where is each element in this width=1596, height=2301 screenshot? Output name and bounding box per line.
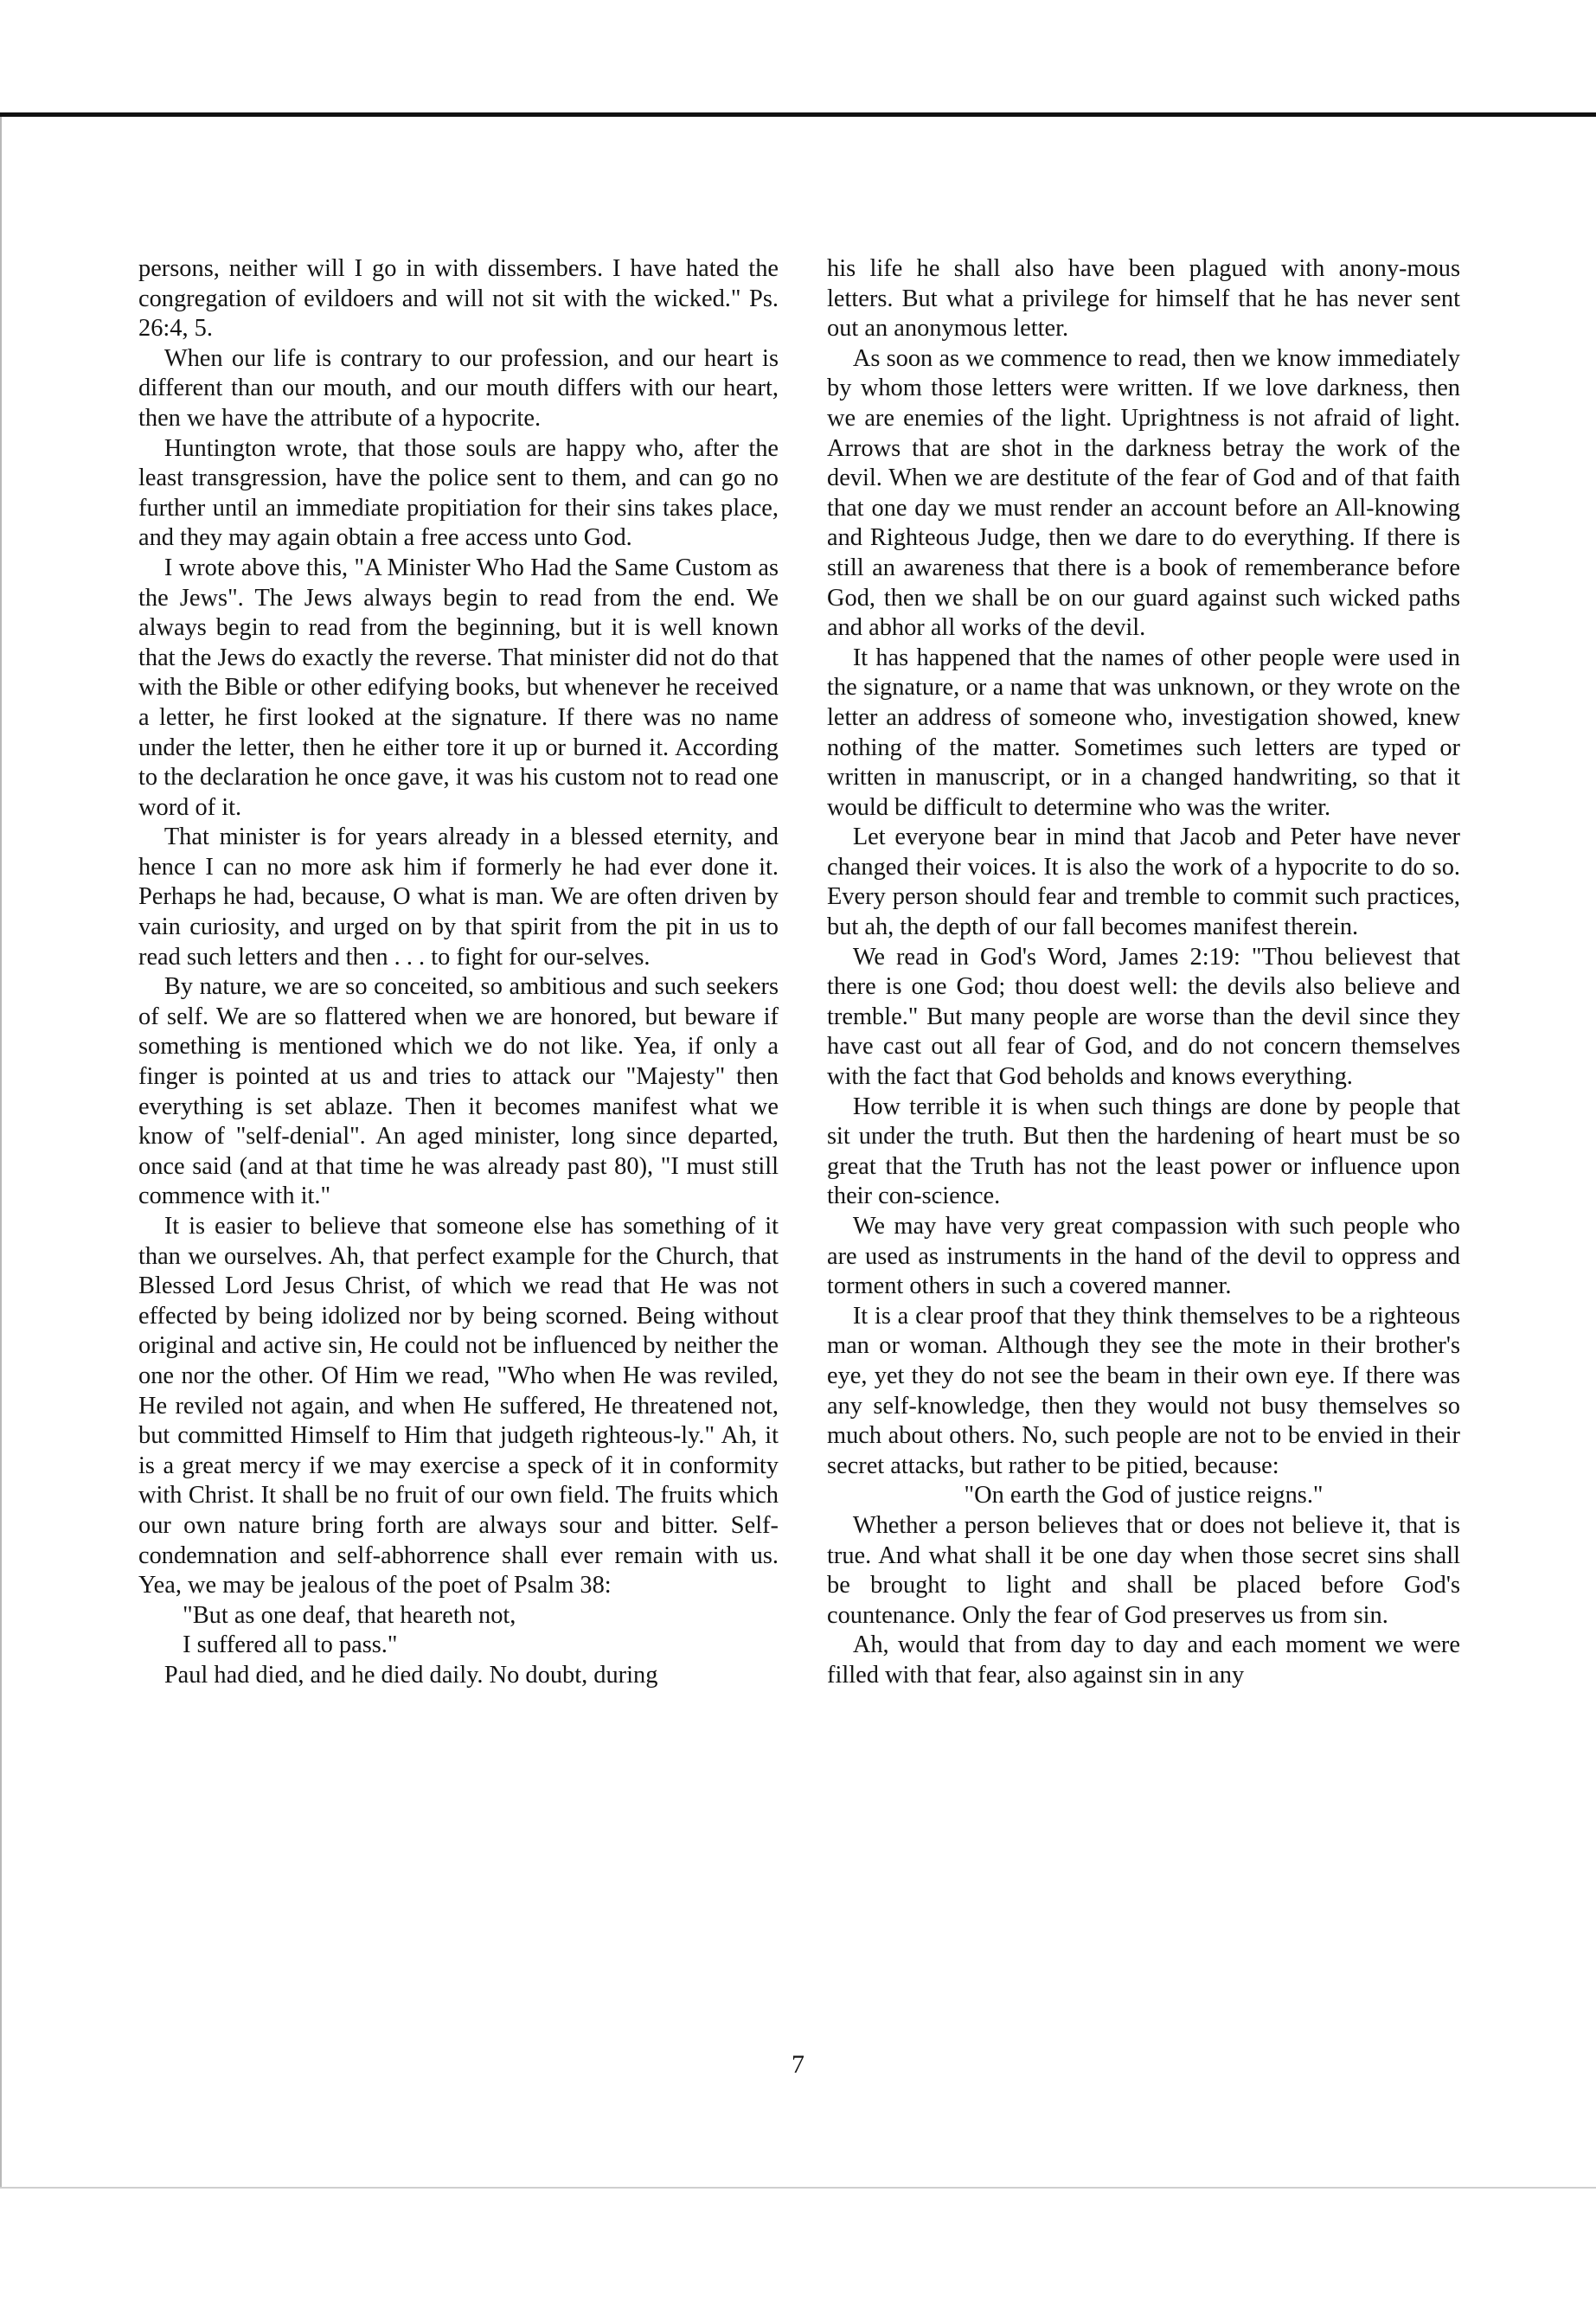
verse-line: "On earth the God of justice reigns." xyxy=(964,1482,1324,1509)
paragraph: When our life is contrary to our profession, and our heart is different than our mouth, and our mouth differs with our heart, then we have the attribute of a hypocrite. xyxy=(138,344,779,432)
top-border-rule xyxy=(0,112,1596,117)
left-text-column xyxy=(138,254,779,1691)
paragraph: Let everyone bear in mind that Jacob and Peter have never changed their voices. It is also the work of a hypocrite to do so. Every person should fear and tremble to commit such practices, but ah, the depth of our fall becomes manifest therein. xyxy=(827,824,1460,941)
paragraph: It is a clear proof that they think themselves to be a righteous man or woman. Although they see the mote in their brother's eye, yet they do not see the beam in their own eye. If there was any self-knowledge, then they would not busy themselves so much about others. No, such people are not to be envied in their secret attacks, but rather to be pitied, because: xyxy=(827,1302,1460,1479)
paragraph: Huntington wrote, that those souls are happy who, after the least transgression, have the police sent to them, and can go no further until an immediate propitiation for their sins takes place, and they may again obtain a free access unto God. xyxy=(138,434,779,552)
paragraph: Whether a person believes that or does not believe it, that is true. And what shall it be one day when those secret sins shall be brought to light and shall be placed before God's countenance. Only the fear of God preserves us from sin. xyxy=(827,1511,1460,1629)
verse-line: I suffered all to pass." xyxy=(183,1631,398,1659)
paragraph: As soon as we commence to read, then we know immediately by whom those letters were written. If we love darkness, then we are enemies of the light. Uprightness is not afraid of light. Arrows that are shot in the darkness betray the work of the devil. When we are destitute of the fear of God and of that faith that one day we must render an account before an All-knowing and Righteous Judge, then we dare to do everything. If there is still an awareness that there is a book of rememberance before God, then we shall be on our guard against such wicked paths and abhor all works of the devil. xyxy=(827,344,1460,642)
page-number: 7 xyxy=(792,2050,804,2079)
paragraph: It is easier to believe that someone else has something of it than we ourselves. Ah, that perfect example for the Church, that Blessed Lord Jesus Christ, of which we read that He was not effected by being idolized nor by being scorned. Being without original and active sin, He could not be influenced by neither the one nor the other. Of Him we read, "Who when He was reviled, He reviled not again, and when He suffered, He threatened not, but committed Himself to Him that judgeth righteous-ly." Ah, it is a great mercy if we may exercise a speck of it in conformity with Christ. It shall be no fruit of our own field. The fruits which our own nature bring forth are always sour and bitter. Self-condemnation and self-abhorrence shall ever remain with us. Yea, we may be jealous of the poet of Psalm 38: xyxy=(138,1213,779,1599)
paragraph: We may have very great compassion with such people who are used as instruments in the hand of the devil to oppress and torment others in such a covered manner. xyxy=(827,1213,1460,1300)
paragraph: his life he shall also have been plagued with anony-mous letters. But what a privilege for himself that he has never sent out an anonymous letter. xyxy=(827,255,1460,343)
paragraph: By nature, we are so conceited, so ambitious and such seekers of self. We are so flattered when we are honored, but beware if something is mentioned which we do not like. Yea, if only a finger is pointed at us and tries to attack our "Majesty" then everything is set ablaze. Then it becomes manifest what we know of "self-denial". An aged minister, long since departed, once said (and at that time he was already past 80), "I must still commence with it." xyxy=(138,973,779,1210)
verse-line: "But as one deaf, that heareth not, xyxy=(183,1601,516,1629)
paragraph: It has happened that the names of other people were used in the signature, or a name that was unknown, or they wrote on the letter an address of someone who, investigation showed, knew nothing of the matter. Sometimes such letters are typed or written in manuscript, or in a changed handwriting, so that it would be difficult to determine who was the writer. xyxy=(827,644,1460,821)
paragraph: That minister is for years already in a blessed eternity, and hence I can no more ask him if formerly he had ever done it. Perhaps he had, because, O what is man. We are often driven by vain curiosity, and urged on by that spirit from the pit in us to read such letters and then . . . to fight for our-selves. xyxy=(138,824,779,971)
paragraph: How terrible it is when such things are done by people that sit under the truth. But then the hardening of heart must be so great that the Truth has not the least power or influence upon their con-science. xyxy=(827,1093,1460,1210)
paragraph: We read in God's Word, James 2:19: "Thou believest that there is one God; thou doest well: the devils also believe and tremble." But many people are worse than the devil since they have cast out all fear of God, and do not concern themselves with the fact that God beholds and knows everything. xyxy=(827,943,1460,1091)
paragraph: persons, neither will I go in with dissembers. I have hated the congregation of evildoers and will not sit with the wicked." Ps. 26:4, 5. xyxy=(138,255,779,343)
bottom-page-edge xyxy=(0,2187,1596,2189)
paragraph: Paul had died, and he died daily. No doubt, during xyxy=(163,1661,658,1689)
right-text-column xyxy=(827,254,1460,1691)
paragraph: I wrote above this, "A Minister Who Had the Same Custom as the Jews". The Jews always begin to read from the end. We always begin to read from the beginning, but it is well known that the Jews do exactly the reverse. That minister did not do that with the Bible or other edifying books, but whenever he received a letter, he first looked at the signature. If there was no name under the letter, then he either tore it up or burned it. According to the declaration he once gave, it was his custom not to read one word of it. xyxy=(138,554,779,821)
paragraph: Ah, would that from day to day and each moment we were filled with that fear, also against sin in any xyxy=(827,1631,1460,1689)
left-page-edge xyxy=(0,117,2,2189)
